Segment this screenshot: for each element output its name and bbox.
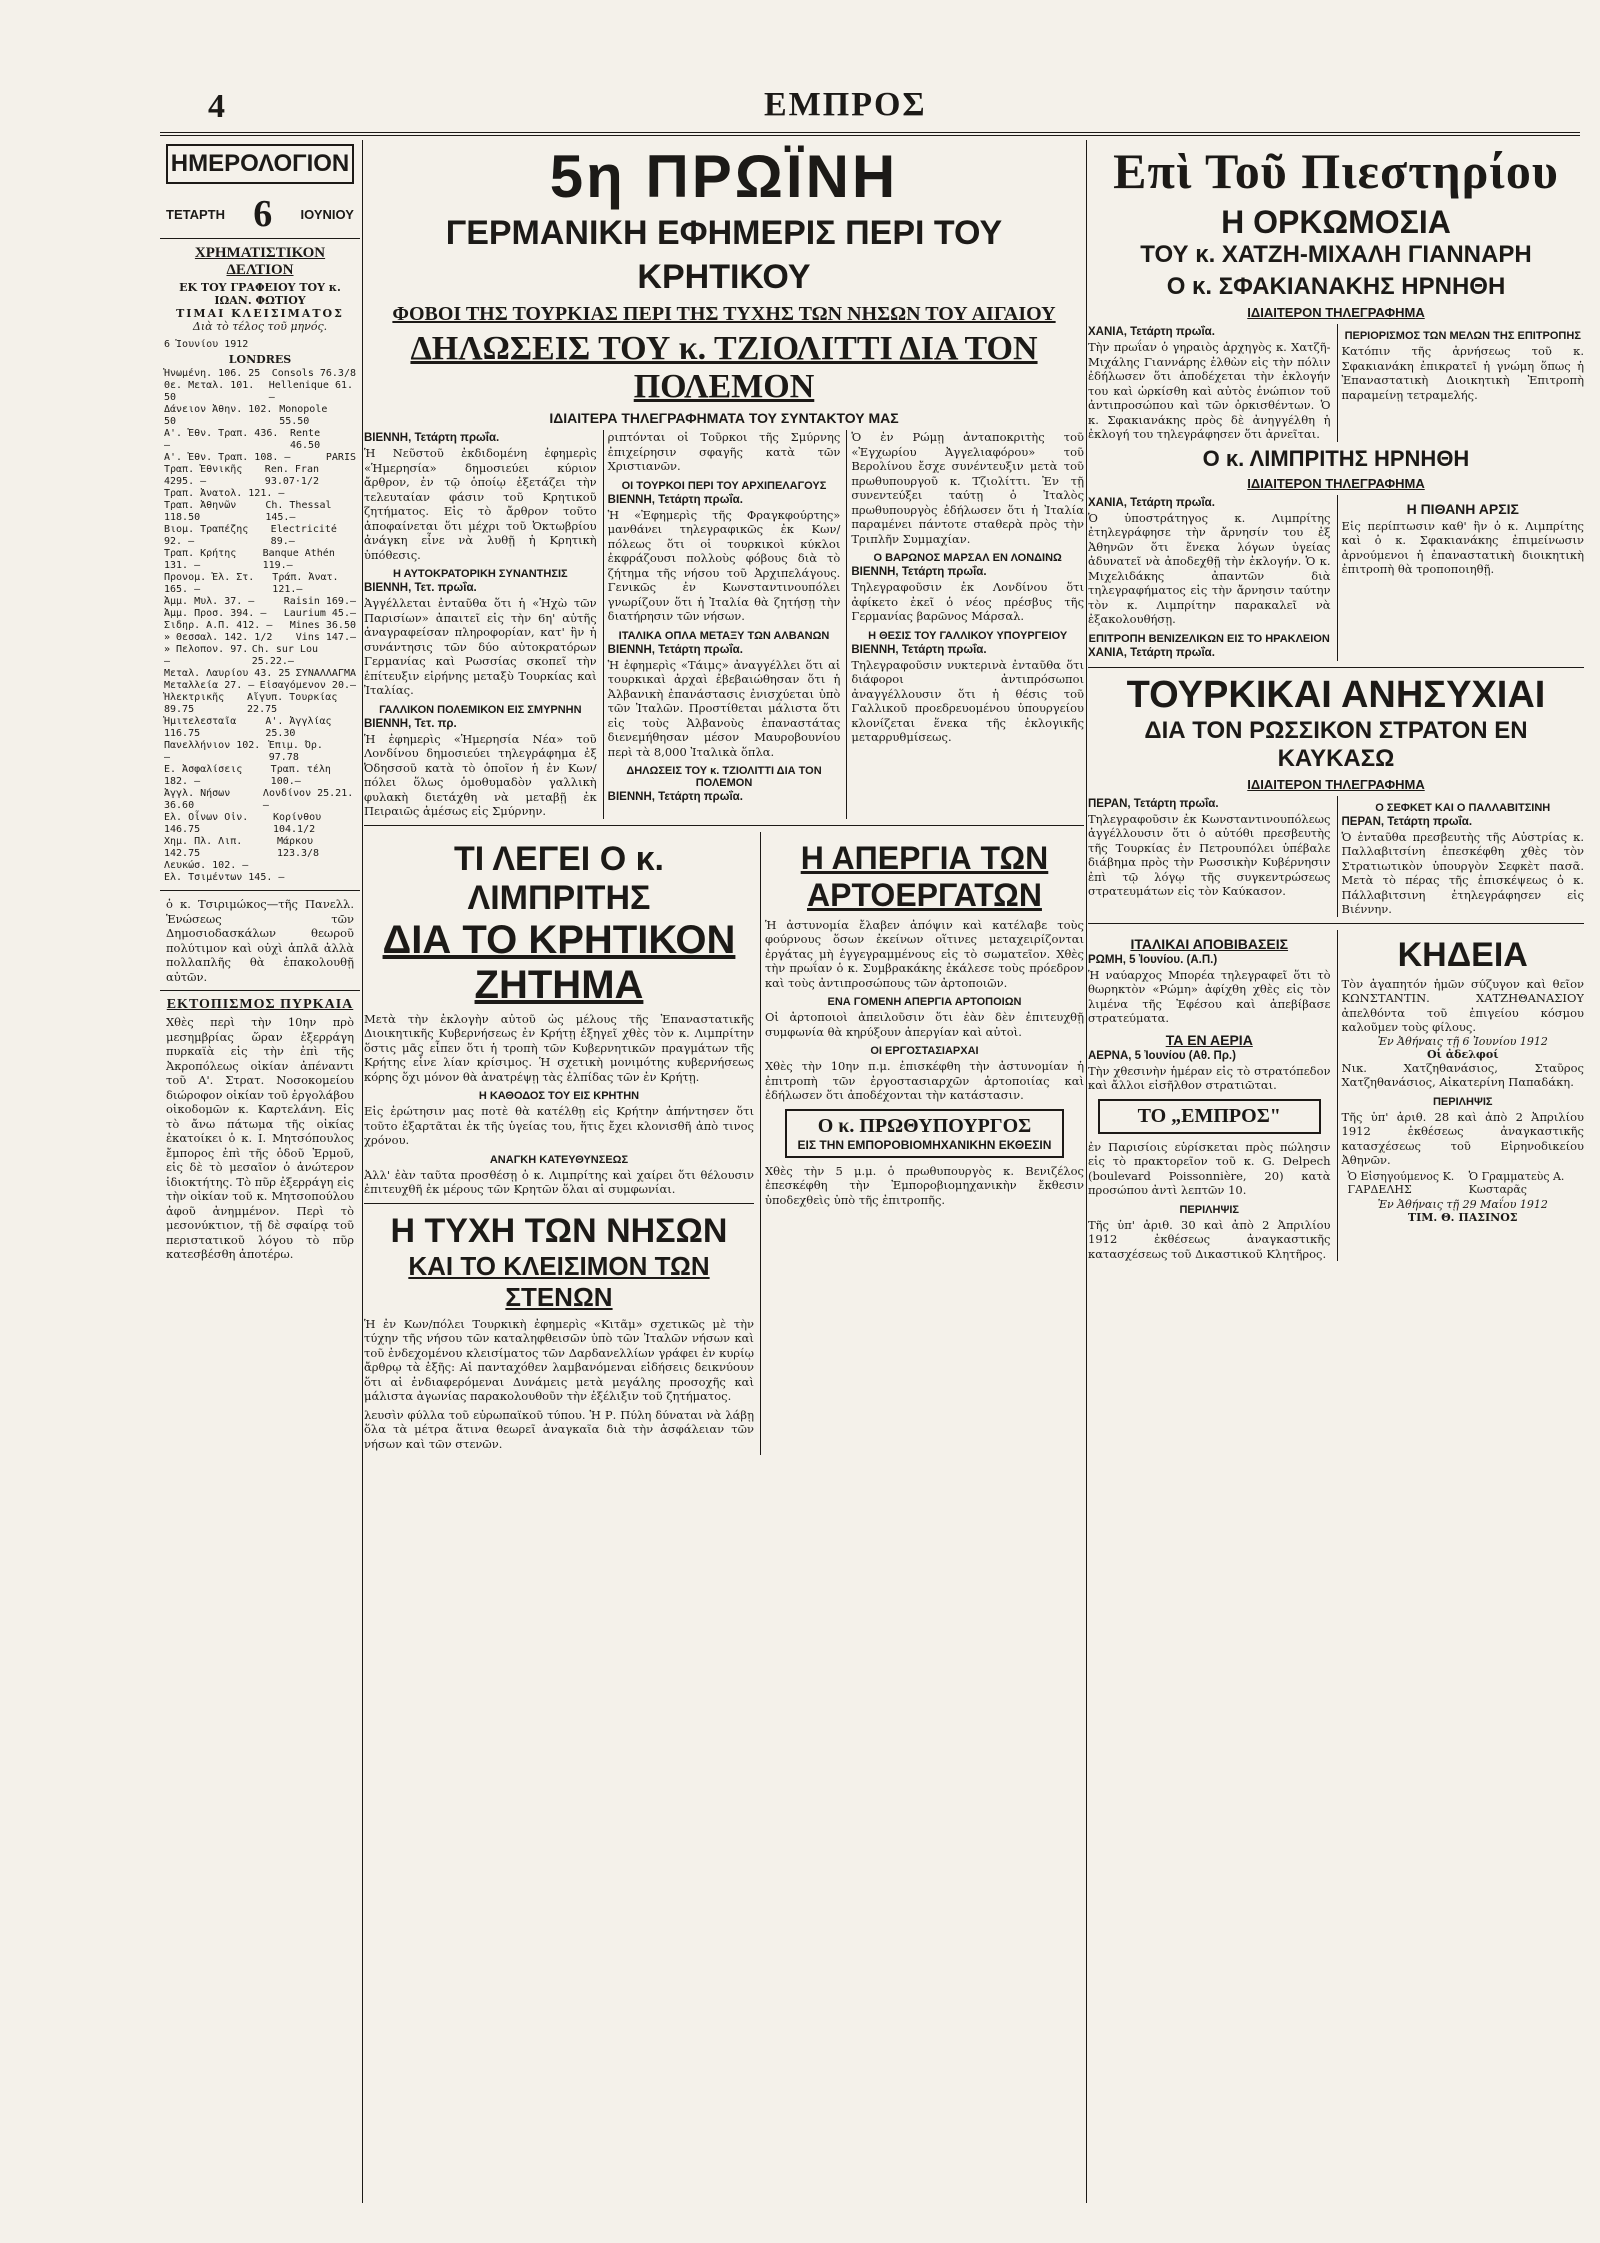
lib-columns [1088, 495, 1584, 661]
emporos-box [1098, 1099, 1321, 1134]
article-text: Εἰς περίπτωσιν καθ' ἣν ὁ κ. Λιμπρίτης καὶ ὁ κ. Σφακιανάκης ἐπιμείνωσιν ἀρνούμενοι ἡ ἐπαναστατικὴ διοικητικὴ ἐπιτροπὴ θὰ τροποποιηθῇ. [1341, 518, 1584, 576]
article-heading: ΑΝΑΓΚΗ ΚΑΤΕΥΘΥΝΣΕΩΣ [489, 1153, 629, 1166]
market-row [164, 692, 356, 716]
dateline: ΒΙΕΝΝΗ, Τετάρτη πρωΐα. [607, 791, 743, 803]
market-source: ΕΚ ΤΟΥ ΓΡΑΦΕΙΟΥ ΤΟΥ κ. ΙΩΑΝ. ΦΩΤΙΟΥ [179, 281, 341, 307]
liberty-article [364, 832, 754, 1456]
article-heading: ΟΙ ΕΡΓΟΣΤΑΣΙΑΡΧΑΙ [870, 1045, 979, 1057]
market-row [164, 500, 356, 524]
column-divider [1086, 140, 1087, 2203]
market-row-left: Ἠμιτελεσταῖα 116.75 [164, 716, 237, 739]
article-text: Νικ. Χατζηθανάσιος, Σταῦρος Χατζηθανάσιος, Αἰκατερίνη Παπαδάκη. [1341, 1060, 1584, 1089]
article-heading: ΙΤΑΛΙΚΑΙ ΑΠΟΒΙΒΑΣΕΙΣ [1130, 935, 1289, 952]
divider [160, 890, 360, 891]
article-heading: Η ΘΕΣΙΣ ΤΟΥ ΓΑΛΛΙΚΟΥ ΥΠΟΥΡΓΕΙΟΥ [868, 629, 1068, 642]
market-row-right: Mines 36.50 [289, 620, 356, 631]
divider [1088, 667, 1584, 668]
market-row [164, 464, 356, 488]
oath-column [1088, 324, 1331, 442]
article-text: Ἡ ἐφημερὶς «Ἡμερησία Νέα» τοῦ Λονδίνου δημοσιεύει τηλεγράφημα ἐξ Ὀδησσοῦ κατὰ τὸ ὁποῖον ἡ ἐν Κων/πόλει ὅλως ὁμοθυμαδὸν γαλλικὴ φυλακὴ διετάχθη νὰ μεταβῇ ἐκ Πειραιῶς ἀμέσως εἰς Σμύρνην. [364, 731, 597, 818]
market-row-right: Laurium 45.— [283, 608, 356, 619]
funeral-heading: ΚΗΔΕΙΑ [1397, 935, 1528, 974]
article-text: Ἡ ἐφημερὶς «Τάιμς» ἀναγγέλλει ὅτι αἱ τουρκικαὶ ἀρχαὶ ἐβεβαιώθησαν ὅτι ἡ Ἀλβανικὴ ἐπανάστασις ἐνισχύεται ὑπὸ τῶν Ἰταλῶν. Προστίθεται μάλιστα ὅτι εἰς τοὺς Ἀλβανοὺς ἐπαναστάτας διενεμήθησαν μέσον Μαυροβουνίου περὶ τὰ 8,000 Ἰταλικὰ ὅπλα. [607, 657, 841, 759]
market-row [164, 452, 356, 464]
article-text: Χθὲς τὴν 10ην π.μ. ἐπισκέφθη τὴν ἀστυνομίαν ἡ ἐπιτροπὴ τῶν ἐργοστασιαρχῶν ἀρτοποιίας καὶ ἐδήλωσεν ὅτι ἀποδέχονται τὴν κατάστασιν. [764, 1059, 1084, 1102]
market-row [164, 788, 356, 812]
article-heading: Η ΑΥΤΟΚΡΑΤΟΡΙΚΗ ΣΥΝΑΝΤΗΣΙΣ [393, 568, 568, 580]
market-row [164, 596, 356, 608]
signature-right: Ὁ Γραμματεὺς Α. Κωσταρᾶς [1468, 1169, 1565, 1196]
market-city: LONDRES [228, 353, 292, 366]
market-row-left: Ελ. Τσιμέντων 145. — [164, 872, 285, 883]
fire-text: Χθὲς περὶ τὴν 10ην πρὸ μεσημβρίας ὥραν ἐξερράγη πυρκαϊὰ εἰς τὴν ἐπὶ τῆς Ἀκροπόλεως οἰκίαν ἀπέναντι τοῦ Α'. Στρατ. Νοσοκομείου διώροφον οἰκίαν τοῦ ἐργολάβου οἰκοδομῶν κ. Καρτελάνη. Εἰς τὸ ἄνω πάτωμα τῆς οἰκίας ἐκατοίκει ὁ κ. Ι. Μητσόπουλος ἔμπορος ἐπὶ τῆς ὁδοῦ Ἑρμοῦ, εἰς δὲ τὸ μεσαῖον ὁ ἀνώτερον ἰδιοκτήτης. Τὸ πῦρ ἐξερράγη εἰς τὴν οἰκίαν τοῦ κ. Μητσοπούλου ἀφοῦ ἀνημμένον. Περὶ τὸ μεσονύκτιον, τῇ δὲ σφαίρᾳ τοῦ περιστατικοῦ λόγου τὸ πῦρ κατεσβέσθη ἀποτέρω. [166, 1015, 354, 1261]
market-row [164, 488, 356, 500]
lib-column [1088, 495, 1331, 661]
market-row-left: Ελ. Οἶνων Οἰν. 146.75 [164, 812, 249, 835]
market-row-right: Vins 147.— [295, 632, 356, 643]
dateline: ΒΙΕΝΝΗ, Τετ. πρωΐα. [364, 582, 477, 594]
telegram-column-b [603, 430, 841, 819]
market-row-left: Τραπ. Ἀνατολ. 121. — [164, 488, 285, 499]
main-headline: ΓΕΡΜΑΝΙΚΗ ΕΦΗΜΕΡΙΣ ΠΕΡΙ ΤΟΥ ΚΡΗΤΙΚΟΥ [445, 214, 1003, 296]
market-row-right: Μάρκου 123.3/8 [276, 836, 320, 859]
article-text: Ὁ ὑποστράτηγος κ. Λιμπρίτης ἐτηλεγράφησε τὴν ἄρνησίν του ἐξ Ἀθηνῶν ὅτι ἕνεκα λόγων ὑγείας ἀδυνατεῖ νὰ ἀποδεχθῇ τὴν ἐκλογήν. Ὁ κ. Μιχελιδάκης ἀπαντῶν διὰ τηλεγραφήματος εἰς τὴν ἄρνησιν ταύτην τὸν κ. Λιμπρίτην παρακαλεῖ νὰ ἐξακολουθήσῃ. [1088, 510, 1331, 626]
market-prices-heading: ΤΙΜΑΙ ΚΛΕΙΣΙΜΑΤΟΣ [176, 307, 344, 320]
market-row [164, 872, 356, 884]
market-row-right: Εἰσαγόμενον 20.— [259, 680, 356, 691]
article-heading: ΠΕΡΙΛΗΨΙΣ [1432, 1095, 1493, 1108]
turkish-headline: ΤΟΥΡΚΙΚΑΙ ΑΝΗΣΥΧΙΑΙ [1126, 673, 1546, 716]
market-row-right: Τραπ. τέλη 100.— [270, 764, 331, 787]
dateline: ΒΙΕΝΝΗ, Τετάρτη πρωΐα. [364, 432, 500, 444]
newspaper-masthead: ΕΜΠΡΟΣ [764, 86, 927, 123]
dateline: ΠΕΡΑΝ, Τετάρτη πρωΐα. [1088, 797, 1219, 810]
bottom-left-subcolumn [1088, 930, 1331, 1262]
article-text: Τὴν πρωΐαν ὁ γηραιὸς ἀρχηγὸς κ. Χατζῆ-Μιχάλης Γιαννάρης ἐλθὼν εἰς τὴν πόλιν ἐδήλωσεν ὅτι ἀποδέχεται τὴν ἐκλογήν του καὶ ὡρκίσθη καὶ αὐτὸς ἐνώπιον τοῦ ἀντιπροσώπου καὶ τῶν ὁρκισθέντων. Ὁ κ. Σφακιανάκης πρὸς δὲ ἀνηγγέλθη ἡ ἐκλογή του τηλεγράφησεν ὅτι ἀρνεῖται. [1088, 340, 1331, 441]
market-row-left: Ἀμμ. Προσ. 394. — [164, 608, 267, 619]
market-row [164, 680, 356, 692]
dateline: ΧΑΝΙΑ, Τετάρτη πρωΐα. [1088, 326, 1215, 338]
market-row [164, 380, 356, 404]
market-row-left: Πανελλήνιον 102. — [164, 740, 261, 763]
market-row-right: Κορίνθου 104.1/2 [272, 812, 322, 835]
article-text: ἐν Παρισίοις εὑρίσκεται πρὸς πώλησιν εἰς τὸ πρακτορεῖον τοῦ κ. G. Delpech (boulevard Poissonnière, 20) κατὰ προσώπου ἀντὶ λεπτῶν 10. [1088, 1139, 1331, 1197]
article-text: ριπτόνται οἱ Τοῦρκοι τῆς Σμύρνης ἐπιχείρησιν σφαγῆς κατὰ τῶν Χριστιανῶν. [607, 430, 841, 473]
dateline: ΧΑΝΙΑ, Τετάρτη πρωΐα. [1088, 646, 1215, 659]
funeral-date: Ἐν Ἀθήναις τῇ 6 Ἰουνίου 1912 [1377, 1034, 1548, 1048]
oath-subheading: ΤΟΥ κ. ΧΑΤΖΗ-ΜΙΧΑΛΗ ΓΙΑΝΝΑΡΗ [1140, 241, 1532, 268]
top-rule [160, 132, 1580, 136]
right-column [1088, 140, 1584, 2203]
center-column [364, 140, 1084, 2203]
lower-center [364, 832, 1084, 1456]
market-row-left: Ἠλεκτρικῆς 89.75 [164, 692, 225, 715]
market-row-right: Ἐπιμ. Όρ. 97.78 [268, 740, 323, 763]
market-row [164, 632, 356, 644]
bakers-headline: Η ΑΠΕΡΓΙΑ ΤΩΝ ΑΡΤΟΕΡΓΑΤΩΝ [800, 839, 1049, 913]
article-text: Ὁ ἐν Ρώμῃ ἀνταποκριτὴς τοῦ «Ἐγχωρίου Ἀγγελιαφόρου» τοῦ Βερολίνου ἔσχε συνέντευξιν μετὰ τοῦ πρωθυπουργοῦ κ. Τζιολίττι. Ἐν τῇ συνεντεύξει ταύτῃ ὁ Ἰταλὸς πρωθυπουργὸς ἐδήλωσεν ὅτι ἡ Ἰταλία παραμένει πάντοτε σταθερὰ πρὸς τὴν Τριπλῆν Συμμαχίαν. [851, 430, 1084, 546]
market-row [164, 668, 356, 680]
article-heading: ΠΕΡΙΟΡΙΣΜΟΣ ΤΩΝ ΜΕΛΩΝ ΤΗΣ ΕΠΙΤΡΟΠΗΣ [1344, 330, 1581, 342]
dateline: ΒΙΕΝΝΗ, Τετάρτη πρωΐα. [607, 643, 743, 656]
article-text: Τῆς ὑπ' ἀριθ. 30 καὶ ἀπὸ 2 Ἀπριλίου 1912 ἐκθέσεως ἀναγκαστικῆς κατασχέσεως τοῦ Δικαστικοῦ Κλητῆρος. [1088, 1217, 1331, 1261]
fire-heading: ΕΚΤΟΠΙΣΜΟΣ ΠΥΡΚΑΙΑ [166, 997, 354, 1012]
dateline: ΠΕΡΑΝ, Τετάρτη πρωΐα. [1341, 815, 1473, 828]
article-heading: Η ΚΑΘΟΔΟΣ ΤΟΥ ΕΙΣ ΚΡΗΤΗΝ [478, 1090, 640, 1102]
liberty-refusal-heading: Ο κ. ΛΙΜΠΡΙΤΗΣ ΗΡΝΗΘΗ [1202, 445, 1470, 471]
market-row-right: Τράπ. Ἀνατ. 121.— [272, 572, 339, 595]
left-column [160, 140, 360, 2203]
article-text: Τὴν χθεσινὴν ἡμέραν εἰς τὸ στρατόπεδον καὶ ἄλλοι εἰσῆλθον στρατιῶται. [1088, 1063, 1331, 1092]
market-row-left: Χημ. Πλ. Λιπ. 142.75 [164, 836, 243, 859]
article-heading: ΕΝΑ ΓΟΜΕΝΗ ΑΠΕΡΓΙΑ ΑΡΤΟΠΟΙΩΝ [827, 996, 1022, 1008]
oath-columns [1088, 324, 1584, 442]
article-heading: ΟΙ ΤΟΥΡΚΟΙ ΠΕΡΙ ΤΟΥ ΑΡΧΙΠΕΛΑΓΟΥΣ [621, 479, 827, 492]
article-heading: ΓΑΛΛΙΚΟΝ ΠΟΛΕΜΙΚΟΝ ΕΙΣ ΣΜΥΡΝΗΝ [379, 703, 582, 716]
market-row-right: Α'. Ἀγγλίας 25.30 [265, 716, 332, 739]
market-row-left: Ἡνωμένη. 106. 25 [164, 368, 261, 379]
market-row [164, 740, 356, 764]
market-prices-note: Διὰ τὸ τέλος τοῦ μηνός. [192, 320, 328, 333]
market-row-right: Hellenique 61.— [268, 380, 354, 403]
oath-heading: Η ΟΡΚΩΜΟΣΙΑ [1221, 204, 1451, 240]
market-row-right: PARIS [325, 452, 356, 463]
byline: ΙΔΙΑΙΤΕΡΑ ΤΗΛΕΓΡΑΦΗΜΑΤΑ ΤΟΥ ΣΥΝΤΑΚΤΟΥ ΜΑΣ [549, 410, 899, 426]
edition-heading: 5η ΠΡΩΪΝΗ [549, 143, 899, 210]
market-row [164, 644, 356, 668]
market-row-left: Θε. Μεταλ. 101. 50 [164, 380, 255, 403]
article-text: Ἡ ἐν Κων/πόλει Τουρκικὴ ἐφημερὶς «Κιτᾶμ» σχετικῶς μὲ τὴν τύχην τῆς νήσου τῶν καταληφθεισῶν ὑπὸ τῶν Ἰταλῶν νήσων καὶ τοῦ ἐνδεχομένου κλεισίματος τῶν Δαρδανελλίων γράφει ἐν κυρίῳ ἄρθρῳ τὰ ἑξῆς: Αἱ πανταχόθεν λαμβανόμεναι εἰδήσεις δεικνύουν ὅτι αἱ ἐνδιαφερόμεναι Δυνάμεις μετὰ μεγάλης προσοχῆς καὶ μάλιστα ἀγωνίας παρακολουθοῦν τὴν ἐξέλιξιν τοῦ ζητήματος. [364, 1316, 754, 1403]
market-row-left: Τραπ. Ἐθνικῆς 4295. — [164, 464, 243, 487]
market-row [164, 836, 356, 860]
market-row-left: Α'. Ἐθν. Τραπ. 108. — [164, 452, 291, 463]
dateline: ΧΑΝΙΑ, Τετάρτη πρωΐα. [1088, 496, 1215, 509]
market-row-left: Βιομ. Τραπέζης 92. — [164, 524, 249, 547]
calendar-weekday: ΤΕΤΑΡΤΗ [166, 206, 225, 222]
dateline: ΡΩΜΗ, 5 Ἰουνίου. (Α.Π.) [1088, 953, 1218, 966]
signature-name: ΤΙΜ. Θ. ΠΑΣΙΝΟΣ [1407, 1210, 1518, 1224]
dateline: ΒΙΕΝΝΗ, Τετάρτη πρωΐα. [851, 566, 987, 578]
divider [364, 825, 1084, 826]
market-row-right: Banque Athén 119.— [262, 548, 335, 571]
market-row-left: » Πελοπον. 97. — [164, 644, 249, 667]
signatures [1348, 1170, 1579, 1196]
turkish-subheadline: ΔΙΑ ΤΟΝ ΡΩΣΣΙΚΟΝ ΣΤΡΑΤΟΝ ΕΝ ΚΑΥΚΑΣΩ [1144, 716, 1528, 772]
market-row-right: Ren. Fran 93.07·1/2 [264, 464, 319, 487]
telegram-columns [364, 430, 1084, 819]
market-row-left: Μεταλ. Λαυρίου 43. 25 [164, 668, 291, 679]
market-row-right: Ch. sur Lou 25.22.— [251, 644, 318, 667]
lifting-column [1337, 495, 1585, 661]
article-text: Τὸν ἀγαπητόν ἡμῶν σύζυγον καὶ θεῖον ΚΩΝΣΤΑΝΤΙΝ. ΧΑΤΖΗΘΑΝΑΣΙΟΥ ἀπελθόντα τοῦ ἐπιγείου κόσμου καλοῦμεν τοὺς φίλους. [1341, 976, 1584, 1034]
article-text: Ὁ ἐνταῦθα πρεσβευτὴς τῆς Αὐστρίας κ. Παλλαβιτσίνη ἐπεσκέφθη χθὲς τὸν Στρατιωτικὸν ὑπουργὸν Σεφκὲτ πασᾶ. Μετὰ τὸ πέρας τῆς ἐπισκέψεως ὁ κ. Πάλλαβιτσινη ἐτηλεγράφησεν εἰς Βιέννην. [1341, 829, 1584, 916]
calendar-date [160, 190, 360, 239]
market-dateline [164, 339, 356, 351]
dateline: ΒΙΕΝΝΗ, Τετ. πρ. [364, 717, 457, 730]
article-text: Χθὲς τὴν 5 μ.μ. ὁ πρωθυπουργὸς κ. Βενιζέλος ἐπεσκέφθη τὴν Ἐμποροβιομηχανικὴν ἔκθεσιν ὑποδεχθεὶς ὑπὸ τῆς ἐπιτροπῆς. [764, 1163, 1084, 1207]
divider [1088, 923, 1584, 924]
market-date: 6 Ἰουνίου 1912 [164, 339, 249, 350]
calendar-heading: ΗΜΕΡΟΛΟΓΙΟΝ [166, 144, 354, 184]
islands-subheadline: ΚΑΙ ΤΟ ΚΛΕΙΣΙΜΟΝ ΤΩΝ ΣΤΕΝΩΝ [408, 1250, 710, 1312]
press-masthead: Επὶ Τοῦ Πιεστηρίου [1113, 143, 1559, 199]
market-row-right: Ch. Thessal 145.— [265, 500, 332, 523]
market-row [164, 548, 356, 572]
turk-column [1088, 796, 1331, 917]
market-row-right: ΣΥΝΑΛΛΑΓΜΑ [295, 668, 356, 679]
article-text: Ἡ ναύαρχος Μπορέα τηλεγραφεῖ ὅτι τὸ θωρηκτὸν «Ρώμη» ἀφίχθη χθὲς εἰς τὸν λιμένα τῆς Ἐφέσου καὶ ἀπεβίβασε στρατεύματα. [1088, 967, 1331, 1025]
market-heading: ΧΡΗΜΑΤΙΣΤΙΚΟΝ ΔΕΛΤΙΟΝ [194, 245, 326, 278]
market-row-left: Ἀγγλ. Νήσων 36.60 [164, 788, 231, 811]
article-text: Ἡ «Ἐφημερὶς τῆς Φραγκφούρτης» μανθάνει τηλεγραφικῶς ἐκ Κων/πόλεως ὅτι οἱ τουρκικοὶ κύκλοι ἐκφράζουσι πολλοὺς φόβους διὰ τὸ ζήτημα τῆς νήσου τοῦ Ἀρχιπελάγους. Γενικῶς ἐν Κωνσταντινουπόλει γνωρίζουν ὅτι ἡ Ἰταλία θὰ ζητήσῃ τὴν διατήρησιν τῶν νήσων. [607, 507, 841, 623]
dateline: ΑΕΡΝΑ, 5 Ἰουνίου (Αθ. Πρ.) [1088, 1049, 1236, 1062]
divider [364, 1203, 754, 1204]
article-text: Ἡ Νεῦστοῦ ἐκδιδομένη ἐφημερὶς «Ἡμερησία» δημοσιεύει κύριον ἄρθρον, ἐν τῷ ὁποίῳ ἐξετάζει τὴν τελευταίαν φάσιν τοῦ Κρητικοῦ ζητήματος. Εἰς τὸ ἄρθρον τοῦτο ἀποφαίνεται ὅτι μέχρι τοῦ Ὀκτωβρίου ἀνάγκη εἶνε νὰ λυθῇ ἡ Κρητικὴ ὑπόθεσις. [364, 446, 597, 562]
dateline: ΒΙΕΝΝΗ, Τετάρτη πρωΐα. [607, 493, 743, 506]
market-row [164, 404, 356, 428]
article-heading: Ο ΒΑΡΩΝΟΣ ΜΑΡΣΑΛ ΕΝ ΛΟΝΔΙΝΩ [873, 552, 1062, 564]
market-row-left: Ἀμμ. Μυλ. 37. — [164, 596, 255, 607]
bottom-right-columns [1088, 930, 1584, 1262]
market-row-right: Electricité 89.— [270, 524, 337, 547]
signature-left: Ὁ Εἰσηγούμενος Κ. ΓΑΡΔΕΛΗΣ [1347, 1169, 1455, 1196]
market-row [164, 608, 356, 620]
market-row-left: Ε. Ἀσφαλίσεις 182. — [164, 764, 243, 787]
market-row [164, 860, 356, 872]
article-heading: ΔΗΛΩΣΕΙΣ ΤΟΥ κ. ΤΖΙΟΛΙΤΤΙ ΔΙΑ ΤΟΝ ΠΟΛΕΜΟΝ [626, 765, 822, 789]
page-number: 4 [208, 88, 225, 125]
market-row [164, 620, 356, 632]
article-text: Ἀγγέλλεται ἐνταῦθα ὅτι ἡ «Ἡχὼ τῶν Παρισίων» ἀπαιτεῖ εἰς τὴν 6η' αὐτῆς ἀναγραφείσαν πληροφορίαν, κατ' ἣν ἡ συνάντησις τῶν δύο αὐτοκρατόρων Γερμανίας καὶ Ρωσσίας σκοπεῖ τὴν ἐπίτευξιν εἰρήνης μεταξὺ Τουρκίας καὶ Ἰταλίας. [364, 596, 597, 697]
premier-title: Ο κ. ΠΡΩΘΥΠΟΥΡΓΟΣ [817, 1114, 1032, 1137]
column-divider [362, 140, 363, 2203]
calendar-day: 6 [253, 193, 273, 235]
market-row [164, 524, 356, 548]
market-row-left: Μεταλλεία 27. — [164, 680, 255, 691]
market-row-left: Προνομ. Ἐλ. Στ. 165. — [164, 572, 255, 595]
market-row-left: Τραπ. Κρήτης 131. — [164, 548, 237, 571]
article-text: Οἱ ἀρτοποιοὶ ἀπειλοῦσιν ὅτι ἐὰν δὲν ἐπιτευχθῇ συμφωνία θὰ κηρύξουν ἀπεργίαν καὶ αὐτοὶ. [764, 1010, 1084, 1039]
article-heading: Ο ΣΕΦΚΕΤ ΚΑΙ Ο ΠΑΛΛΑΒΙΤΣΙΝΗ [1375, 801, 1551, 814]
bakers-article [760, 832, 1084, 1456]
emporos-title: ΤΟ „ΕΜΠΡΟΣ" [1137, 1104, 1281, 1127]
market-row-left: Τραπ. Ἀθηνῶν 118.50 [164, 500, 237, 523]
market-row-right: Consols 76.3/8 [271, 368, 356, 379]
members-column [1337, 324, 1585, 442]
market-row [164, 572, 356, 596]
market-row-right: Rente 46.50 [290, 428, 321, 451]
telegram-label: ΙΔΙΑΙΤΕΡΟΝ ΤΗΛΕΓΡΑΦΗΜΑ [1247, 305, 1425, 320]
main-subhead: ΦΟΒΟΙ ΤΗΣ ΤΟΥΡΚΙΑΣ ΠΕΡΙ ΤΗΣ ΤΥΧΗΣ ΤΩΝ ΝΗΣΩΝ ΤΟΥ ΑΙΓΑΙΟΥ [392, 303, 1056, 325]
telegram-column-a [364, 430, 597, 819]
article-text: Εἰς ἐρώτησιν μας ποτὲ θὰ κατέλθῃ εἰς Κρήτην ἀπήντησεν ὅτι τοῦτο ἐξαρτᾶται ἐκ τῆς ὑγείας του, ἥτις ἔχει κλονισθῆ ἀπὸ τινος χρόνου. [364, 1104, 754, 1147]
article-text: λευσὶν φύλλα τοῦ εὐρωπαϊκοῦ τύπου. Ἡ Ρ. Πύλη δύναται νὰ λάβῃ ὅλα τὰ μέτρα ἅτινα θεωρεῖ ἀναγκαῖα διὰ τὴν ἀσφάλειαν τῶν νήσων καὶ τῶν στενῶν. [364, 1407, 754, 1451]
market-row-left: Δάνειον Ἀθην. 102. 50 [164, 404, 273, 427]
market-row-left: Α'. Ἐθν. Τραπ. 436. — [164, 428, 279, 451]
article-text: Μετὰ τὴν ἐκλογὴν αὐτοῦ ὡς μέλους τῆς Ἐπαναστατικῆς Διοικητικῆς Κυβερνήσεως ἐν Κρήτῃ ἐξηγεῖ χθὲς τὸν κ. Λιμπρίτην ὅστις μᾶς εἶπεν ὅτι ἡ τροπὴ τῶν Κυβερνητικῶν πραγμάτων τῆς Κρήτης εἶνε λίαν κρίσιμος. Ἡ σχετικὴ μονιμότης κυβερνήσεως κόρης ὅχι μόνον θὰ ἀνατρέψῃ τὰς ἐλπίδας τῶν ἐν Κρήτῃ. [364, 1011, 754, 1084]
market-row-right: Monopole 55.50 [279, 404, 328, 427]
article-heading: ΠΕΡΙΛΗΨΙΣ [1179, 1203, 1239, 1216]
calendar-month: ΙΟΥΝΙΟΥ [300, 206, 354, 222]
market-row [164, 428, 356, 452]
article-heading: ΤΑ ΕΝ ΑΕΡΙΑ [1165, 1031, 1253, 1048]
liberty-subheadline: ΔΙΑ ΤΟ ΚΡΗΤΙΚΟΝ ΖΗΤΗΜΑ [382, 917, 736, 1007]
article-text: Ἡ ἀστυνομία ἔλαβεν ἀπόψιν καὶ κατέλαβε τοὺς φούρνους ὅσων ἐκείνων οἵτινες μεταχειρίζονται ἐργάτας μὴ ἐγγεγραμμένους εἰς τὸ σωματεῖον. Χθὲς τὴν πρωΐαν ὁ κ. Συμβρακάκης ἐκάλεσε τοὺς πρόεδρον καὶ τοὺς ἀντιπροσώπους τῶν ἀρτοποιῶν. [764, 917, 1084, 990]
market-footer-text: ὁ κ. Τσιριμώκος—τῆς Πανελλ. Ἑνώσεως τῶν Δημοσιοδασκάλων θεωροῦ πολύτιμον καὶ οὐχὶ ἁπλᾶ ἀλλὰ πολλαπλῆς θὰ ἐπακολουθῇ αὐτῶν. [166, 897, 354, 984]
market-row [164, 812, 356, 836]
liberty-headline: ΤΙ ΛΕΓΕΙ Ο κ. ΛΙΜΠΡΙΤΗΣ [453, 839, 664, 917]
article-text: Τηλεγραφοῦσιν ἐκ Κωνσταντινουπόλεως ἀγγέλλουσιν ὅτι ὁ αὐτόθι πρεσβευτὴς τῆς Τουρκίας ἐν Πετρουπόλει ὑπέβαλε διάβημα πρὸς τὴν Ρωσσικὴν Κυβέρνησιν ἐπὶ τῷ λόγῳ τῆς συγκεντρώσεως στρατευμάτων εἰς τὸν Καύκασον. [1088, 811, 1331, 898]
article-heading: ΕΠΙΤΡΟΠΗ ΒΕΝΙΖΕΛΙΚΩΝ ΕΙΣ ΤΟ ΗΡΑΚΛΕΙΟΝ [1088, 632, 1330, 645]
signature-date: Ἐν Ἀθήναις τῇ 29 Μαΐου 1912 [1377, 1197, 1548, 1211]
market-row-right: Αἴγυπ. Τουρκίας 22.75 [247, 692, 338, 715]
telegram-column-c [846, 430, 1084, 819]
article-text: Κατόπιν τῆς ἀρνήσεως τοῦ κ. Σφακιανάκη ἐπικρατεῖ ἡ γνώμη ὅπως ἡ Ἐπαναστατικὴ Διοικητικὴ Ἐπιτροπὴ παραμείνῃ τετραμελής. [1341, 344, 1584, 402]
market-row-left: Λευκώσ. 102. — [164, 860, 249, 871]
article-text: Ἀλλ' ἐὰν ταῦτα προσθέσῃ ὁ κ. Λιμπρίτης καὶ χαίρει ὅτι θέλουσιν ἐπιτευχθῆ ἐκ μέρους τῶν Κρητῶν ὅλαι αἱ συμφωνίαι. [364, 1167, 754, 1196]
turk-columns [1088, 796, 1584, 917]
premier-subtitle: ΕΙΣ ΤΗΝ ΕΜΠΟΡΟΒΙΟΜΗΧΑΝΙΚΗΝ ΕΚΘΕΣΙΝ [797, 1137, 1052, 1152]
article-heading: ΙΤΑΛΙΚΑ ΟΠΛΑ ΜΕΤΑΞΥ ΤΩΝ ΑΛΒΑΝΩΝ [618, 629, 830, 642]
article-text: Τηλεγραφοῦσιν ἐκ Λονδίνου ὅτι ἀφίκετο ἐκεῖ ὁ νέος πρέσβυς τῆς Γερμανίας βαρῶνος Μάρσαλ. [851, 580, 1084, 623]
market-row-left: » Θεσσαλ. 142. 1/2 [164, 632, 273, 643]
declaration-headline: ΔΗΛΩΣΕΙΣ ΤΟΥ κ. ΤΖΙΟΛΙΤΤΙ ΔΙΑ ΤΟΝ ΠΟΛΕΜΟΝ [410, 330, 1038, 405]
islands-headline: Η ΤΥΧΗ ΤΩΝ ΝΗΣΩΝ [390, 1211, 728, 1250]
divider [160, 990, 360, 991]
market-row-left: Σιδηρ. Α.Π. 412. — [164, 620, 273, 631]
bottom-right-subcolumn [1337, 930, 1585, 1262]
market-table [164, 368, 356, 884]
article-text: Τηλεγραφοῦσιν νυκτερινὰ ἐνταῦθα ὅτι διάφοροι ἀντιπρόσωποι ἀναγγέλλουσιν ὅτι ἡ θέσις τοῦ Γαλλικοῦ προεδρευομένου ὑπουργείου κλονίζεται ἕνεκα τῆς ἐκλογικῆς μεταρρυθμίσεως. [851, 657, 1084, 744]
market-row-right: Λονδίνον 25.21.— [262, 788, 354, 811]
market-row-right: Raisin 169.— [283, 596, 356, 607]
telegram-label: ΙΔΙΑΙΤΕΡΟΝ ΤΗΛΕΓΡΑΦΗΜΑ [1247, 776, 1425, 792]
family-heading: Οἱ ἀδελφοί [1426, 1047, 1499, 1061]
premier-box [785, 1109, 1064, 1158]
market-row [164, 764, 356, 788]
market-row [164, 716, 356, 740]
sefket-column [1337, 796, 1585, 917]
dateline: ΒΙΕΝΝΗ, Τετάρτη πρωΐα. [851, 643, 987, 656]
market-row [164, 368, 356, 380]
article-heading: Η ΠΙΘΑΝΗ ΑΡΣΙΣ [1406, 500, 1519, 517]
article-text: Τῆς ὑπ' ἀριθ. 28 καὶ ἀπὸ 2 Ἀπριλίου 1912 ἐκθέσεως ἀναγκαστικῆς κατασχέσεως τοῦ Εἰρηνοδικείου Ἀθηνῶν. [1341, 1109, 1584, 1167]
telegram-label: ΙΔΙΑΙΤΕΡΟΝ ΤΗΛΕΓΡΑΦΗΜΑ [1247, 475, 1425, 491]
refusal-heading: Ο κ. ΣΦΑΚΙΑΝΑΚΗΣ ΗΡΝΗΘΗ [1166, 273, 1506, 300]
